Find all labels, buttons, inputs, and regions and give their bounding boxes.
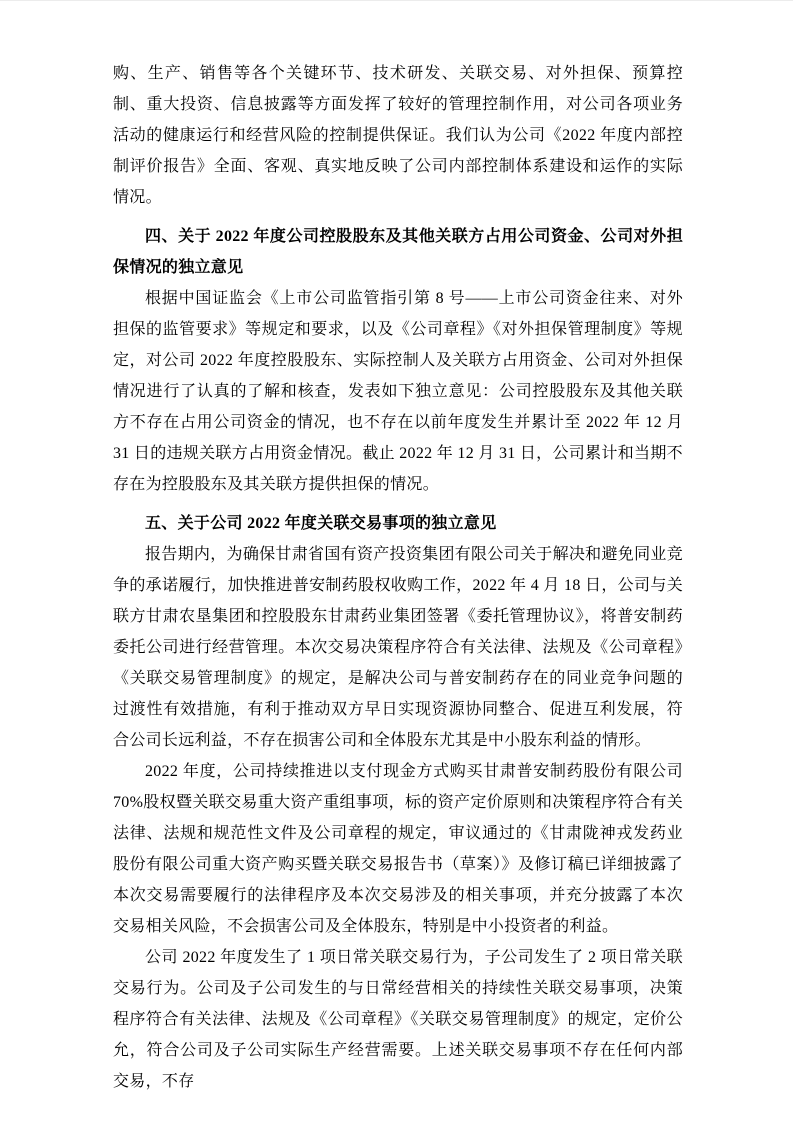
paragraph-daily-related-transactions: 公司 2022 年度发生了 1 项日常关联交易行为，子公司发生了 2 项日常关联交易行为。公司及子公司发生的与日常经营相关的持续性关联交易事项，决策程序符合有关法律、法规及《公司章程》《关联交易管理制度》的规定，定价公允，符合公司及子公司实际生产经营需要。上述关联交易事项不存在任何内部交易，不存 xyxy=(113,949,683,1090)
paragraph-entrusted-management-agreement: 报告期内，为确保甘肃省国有资产投资集团有限公司关于解决和避免同业竞争的承诺履行，加快推进普安制药股权收购工作，2022 年 4 月 18 日，公司与关联方甘肃农垦集团和控股股东甘肃药业集团签署《委托管理协议》，将普安制药委托公司进行经营管理。本次交易决策程序符合有关法律、法规及《公司章程》《关联交易管理制度》的规定，是解决公司与普安制药存在的同业竞争问题的过渡性有效措施，有利于推动双方早日实现资源协同整合、促进互利发展，符合公司长远利益，不存在损害公司和全体股东尤其是中小股东利益的情形。 xyxy=(113,546,683,749)
paragraph-fund-occupation-guarantee-opinion: 根据中国证监会《上市公司监管指引第 8 号——上市公司资金往来、对外担保的监管要求》等规定和要求，以及《公司章程》《对外担保管理制度》等规定，对公司 2022 年度控股股东、实际控制人及关联方占用资金、公司对外担保情况进行了认真的了解和核查，发表如下独立意见：公司控股股东及其他关联方不存在占用公司资金的情况，也不存在以前年度发生并累计至 2022 年 12 月 31 日的违规关联方占用资金情况。截止 2022 年 12 月 31 日，公司累计和当期不存在为控股股东及其关联方提供担保的情况。 xyxy=(113,290,683,493)
section-heading-five-related-transactions-opinion: 五、关于公司 2022 年度关联交易事项的独立意见 xyxy=(145,515,497,532)
section-heading-four-fund-occupation-guarantee-opinion: 四、关于 2022 年度公司控股股东及其他关联方占用公司资金、公司对外担保情况的独立意见 xyxy=(113,228,683,276)
paragraph-internal-control-continuation: 购、生产、销售等各个关键环节、技术研发、关联交易、对外担保、预算控制、重大投资、信息披露等方面发挥了较好的管理控制作用，对公司各项业务活动的健康运行和经营风险的控制提供保证。我们认为公司《2022 年度内部控制评价报告》全面、客观、真实地反映了公司内部控制体系建设和运作的实际情况。 xyxy=(113,65,683,206)
document-body xyxy=(113,58,683,1097)
paragraph-major-asset-restructuring: 2022 年度，公司持续推进以支付现金方式购买甘肃普安制药股份有限公司 70%股权暨关联交易重大资产重组事项，标的资产定价原则和决策程序符合有关法律、法规和规范性文件及公司章程的规定，审议通过的《甘肃陇神戎发药业股份有限公司重大资产购买暨关联交易报告书（草案）》及修订稿已详细披露了本次交易需要履行的法律程序及本次交易涉及的相关事项，并充分披露了本次交易相关风险，不会损害公司及全体股东，特别是中小投资者的利益。 xyxy=(113,763,683,935)
